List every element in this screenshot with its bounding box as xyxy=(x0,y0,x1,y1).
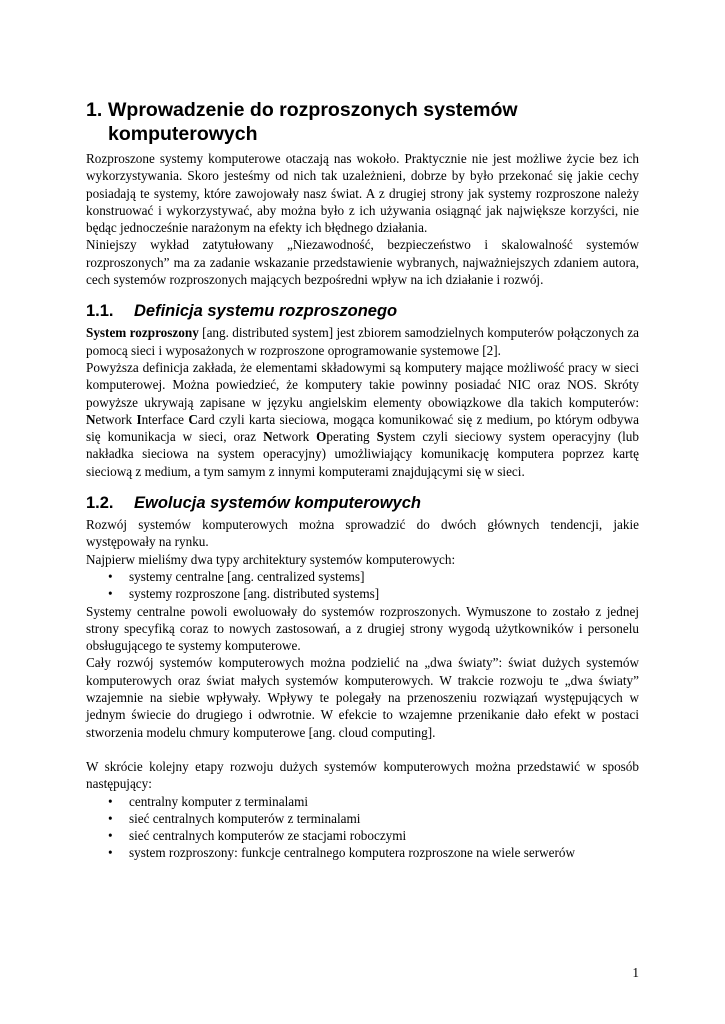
evolution-paragraph-1: Rozwój systemów komputerowych można sprowadzić do dwóch głównych tendencji, jakie występowały na rynku. xyxy=(86,517,639,550)
evolution-paragraph-3: Systemy centralne powoli ewoluowały do systemów rozproszonych. Wymuszone to zostało z jednej strony specyfiką coraz to nowych zastosowań, a z drugiej strony wygodą użytkowników i personelu obsługującego te systemy komputerowe. xyxy=(86,603,639,654)
acronym-letter: O xyxy=(316,429,327,445)
section-title: Definicja systemu rozproszonego xyxy=(134,302,398,321)
definition-text: [ang. distributed system] jest zbiorem samodzielnych komputerów połączonych za pomocą sieci i wyposażonych w rozproszone oprogramowanie systemowe [2]. xyxy=(86,325,639,358)
definition-paragraph xyxy=(86,324,639,359)
acronym-letter: C xyxy=(188,411,198,427)
acronym-rest: ard czyli karta sieciowa, mogąca komunikować się z medium, po którym odbywa się komunikacja w sieci, oraz xyxy=(86,411,639,445)
section-number: 1.1. xyxy=(86,302,114,321)
paragraph-gap xyxy=(86,741,639,758)
evolution-paragraph-4: Cały rozwój systemów komputerowych można podzielić na „dwa światy”: świat dużych systemów komputerowych oraz świat małych systemów komputerowych. W trakcie rozwoju te „dwa światy” wzajemnie na siebie wpływały. Wpływy te polegały na przenoszeniu rozwiązań występujących w jednym świecie do drugiego i odwrotnie. W efekcie to wzajemne przenikanie dało efekt w postaci stworzenia modelu chmury komputerowe [ang. cloud computing]. xyxy=(86,655,639,740)
acronym-letter: I xyxy=(136,411,142,427)
evolution-paragraph-2: Najpierw mieliśmy dwa typy architektury systemów komputerowych: xyxy=(86,551,456,567)
nic-nos-paragraph xyxy=(86,359,639,480)
list-item: • systemy rozproszone [ang. distributed systems] xyxy=(86,585,639,602)
list-item: • sieć centralnych komputerów z terminalami xyxy=(86,810,639,827)
stages-list xyxy=(86,793,639,862)
chapter-heading xyxy=(86,98,639,146)
evolution-paragraph-5: W skrócie kolejny etapy rozwoju dużych systemów komputerowych można przedstawić w sposób następujący: xyxy=(86,758,639,792)
intro-paragraph-1: Rozproszone systemy komputerowe otaczają nas wokoło. Praktycznie nie jest możliwe życie bez ich wykorzystywania. Skoro jesteśmy od nich tak uzależnieni, dobrze by było przekonać się jakie cechy posiadają te systemy, które zawojowały nasz świat. A z drugiej strony jak systemy rozproszone należy konstruować i wykorzystywać, aby można było z ich używania osiągnąć jak największe korzyści, nie będąc jednocześnie narażonym na efekty ich błędnego działania. xyxy=(86,151,639,236)
nic-nos-text: Powyższa definicja zakłada, że elementami składowymi są komputery mające możliwość pracy w sieci komputerowej. Można powiedzieć, że komputery takie powinny posiadać NIC oraz NOS. Skróty powyższe ukrywają zapisane w języku angielskim elementy obowiązkowe dla takich komputerów: xyxy=(86,359,639,410)
acronym-rest: perating xyxy=(326,429,377,445)
definition-term: System rozproszony xyxy=(86,325,199,341)
acronym-rest: etwork xyxy=(272,429,317,445)
list-item: • system rozproszony: funkcje centralnego komputera rozproszone na wiele serwerów xyxy=(86,844,639,861)
list-item: • centralny komputer z terminalami xyxy=(86,793,639,810)
list-item: • systemy centralne [ang. centralized systems] xyxy=(86,568,639,585)
section-number: 1.2. xyxy=(86,494,114,513)
section-heading-definition xyxy=(86,300,639,322)
section-heading-evolution xyxy=(86,492,639,514)
page-number: 1 xyxy=(632,965,639,980)
acronym-letter: N xyxy=(263,429,273,445)
list-item: • sieć centralnych komputerów ze stacjami roboczymi xyxy=(86,827,639,844)
intro-paragraph-2: Niniejszy wykład zatytułowany „Niezawodność, bezpieczeństwo i skalowalność systemów rozproszonych” ma za zadanie wskazanie przedstawienie wybranych, najważniejszych zdaniem autora, cech systemów rozproszonych mających bezpośredni wpływ na ich działanie i rozwój. xyxy=(86,237,639,288)
acronym-letter: N xyxy=(86,411,96,427)
acronym-rest: ystem czyli sieciowy system operacyjny (lub nakładka sieciowa na system operacyjny) umożliwiający komunikację komputera poprzez kartę sieciową z medium, a tym samym z innymi komputerami znajdującymi się w sieci. xyxy=(86,429,639,479)
section-title: Ewolucja systemów komputerowych xyxy=(134,494,421,513)
architecture-list xyxy=(86,568,639,603)
chapter-number: 1. xyxy=(86,99,103,121)
chapter-title: Wprowadzenie do rozproszonych systemów komputerowych xyxy=(108,99,518,145)
acronym-rest: nterface xyxy=(141,411,189,427)
acronym-letter: S xyxy=(376,429,384,445)
acronym-rest: etwork xyxy=(95,411,137,427)
